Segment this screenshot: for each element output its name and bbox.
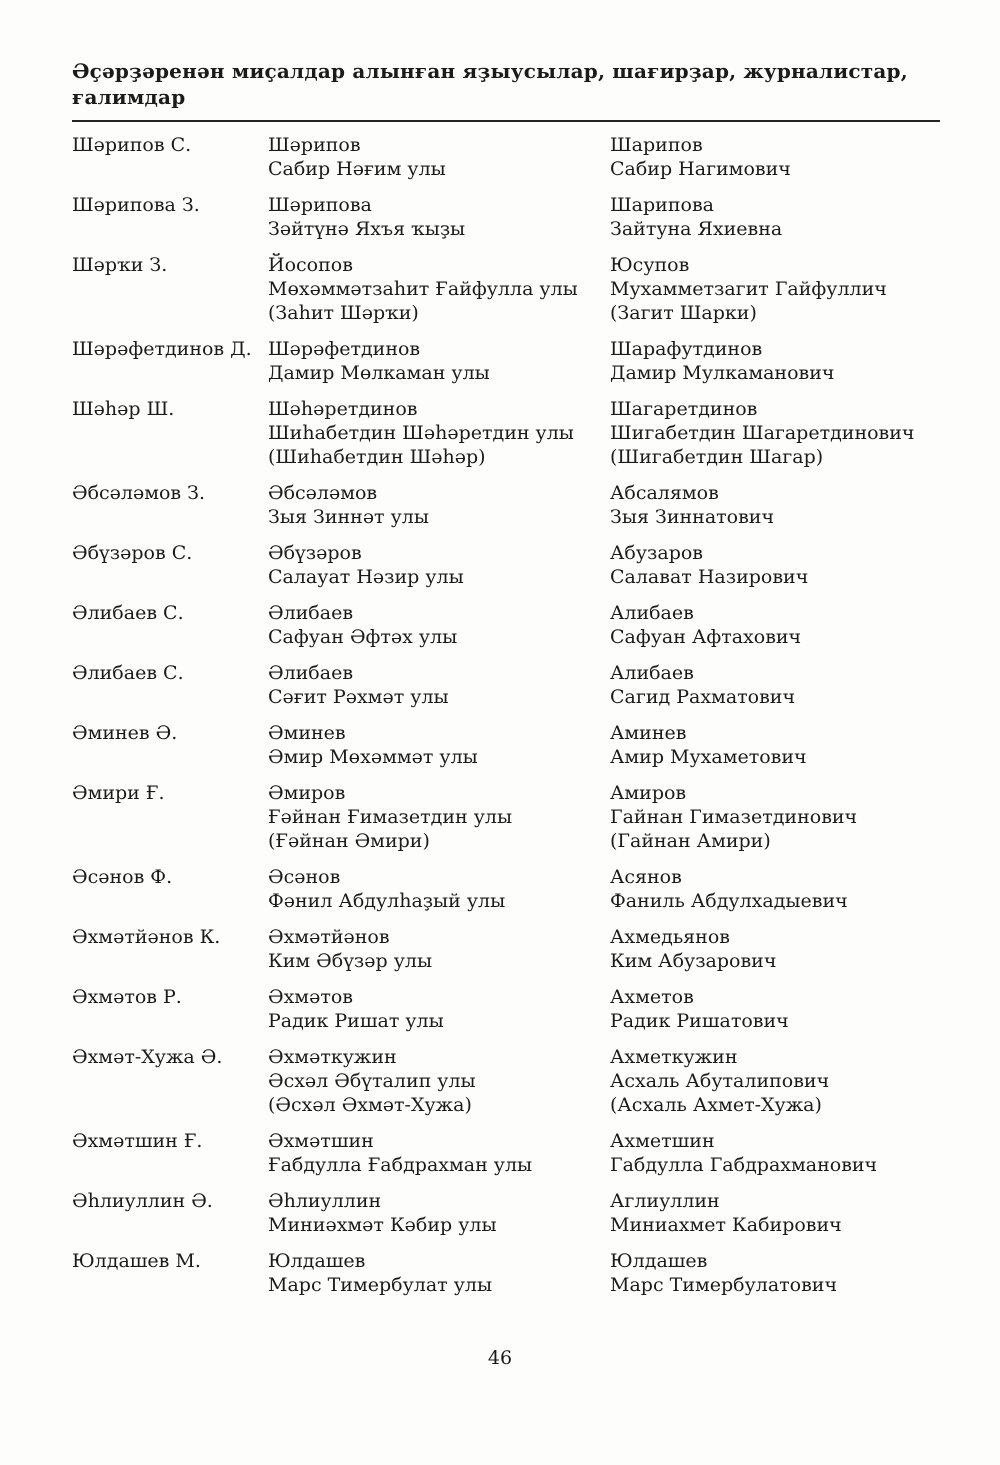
bashkir-name-line: Әмиров	[268, 782, 346, 804]
russian-name-line: Алибаев	[610, 602, 694, 624]
author-bashkir-full-name	[268, 1249, 610, 1297]
bashkir-name-line: (Ғәйнан Әмири)	[268, 830, 430, 852]
russian-name-line: (Загит Шарки)	[610, 302, 757, 324]
bashkir-name-line: Әбүзәров	[268, 542, 362, 564]
bashkir-name-line: Шәрипова	[268, 194, 372, 216]
page-header	[72, 58, 940, 122]
author-bashkir-full-name	[268, 1189, 610, 1237]
author-bashkir-full-name	[268, 397, 610, 469]
table-row	[72, 397, 940, 469]
bashkir-name-line: Сәғит Рәхмәт улы	[268, 686, 449, 708]
bashkir-name-line: Ғәйнан Ғимазетдин улы	[268, 806, 513, 828]
table-row	[72, 481, 940, 529]
table-row	[72, 661, 940, 709]
bashkir-name-line: (Шиһабетдин Шәһәр)	[268, 446, 486, 468]
russian-name-line: (Гайнан Амири)	[610, 830, 771, 852]
table-row	[72, 1129, 940, 1177]
russian-name-line: Марс Тимербулатович	[610, 1274, 838, 1296]
russian-name-line: Алибаев	[610, 662, 694, 684]
russian-name-line: Дамир Мулкаманович	[610, 362, 835, 384]
bashkir-name-line: Зәйтүнә Яхъя ҡыҙы	[268, 218, 466, 240]
author-short-name: Әбсәләмов З.	[72, 482, 206, 504]
author-short-name: Әбүзәров С.	[72, 542, 193, 564]
author-short-name: Шәрипова З.	[72, 194, 200, 216]
author-bashkir-full-name	[268, 253, 610, 325]
russian-name-line: Абсалямов	[610, 482, 719, 504]
author-russian-full-name	[610, 1189, 940, 1237]
russian-name-line: Сагид Рахматович	[610, 686, 796, 708]
russian-name-line: Асхаль Абуталипович	[610, 1070, 830, 1092]
bashkir-name-line: Шәрипов	[268, 134, 361, 156]
author-russian-full-name	[610, 865, 940, 913]
bashkir-name-line: Миниәхмәт Кәбир улы	[268, 1214, 497, 1236]
russian-name-line: Аглиуллин	[610, 1190, 720, 1212]
bashkir-name-line: Әхмәтов	[268, 986, 353, 1008]
bashkir-name-line: Әлибаев	[268, 662, 354, 684]
author-bashkir-full-name	[268, 193, 610, 241]
russian-name-line: (Шигабетдин Шагар)	[610, 446, 824, 468]
russian-name-line: (Асхаль Ахмет-Хужа)	[610, 1094, 822, 1116]
russian-name-line: Асянов	[610, 866, 682, 888]
russian-name-line: Шигабетдин Шагаретдинович	[610, 422, 915, 444]
russian-name-line: Аминев	[610, 722, 687, 744]
bashkir-name-line: Салауат Нәзир улы	[268, 566, 464, 588]
author-short-name: Әлибаев С.	[72, 602, 184, 624]
bashkir-name-line: Әсхәл Әбүталип улы	[268, 1070, 476, 1092]
author-bashkir-full-name	[268, 661, 610, 709]
author-bashkir-full-name	[268, 781, 610, 853]
bashkir-name-line: Әлибаев	[268, 602, 354, 624]
bashkir-name-line: (Әсхәл Әхмәт-Хужа)	[268, 1094, 472, 1116]
author-short-name: Әһлиуллин Ә.	[72, 1190, 213, 1212]
author-russian-full-name	[610, 661, 940, 709]
russian-name-line: Мухамметзагит Гайфуллич	[610, 278, 887, 300]
author-short-name: Әсәнов Ф.	[72, 866, 173, 888]
bashkir-name-line: Ким Әбүзәр улы	[268, 950, 433, 972]
author-short-name: Шәрәфетдинов Д.	[72, 338, 252, 360]
table-row	[72, 865, 940, 913]
table-row	[72, 253, 940, 325]
author-russian-full-name	[610, 721, 940, 769]
russian-name-line: Амиров	[610, 782, 687, 804]
bashkir-name-line: Шәһәретдинов	[268, 398, 418, 420]
bashkir-name-line: Әмир Мөхәммәт улы	[268, 746, 478, 768]
author-bashkir-full-name	[268, 865, 610, 913]
russian-name-line: Миниахмет Кабирович	[610, 1214, 842, 1236]
table-row	[72, 1189, 940, 1237]
bashkir-name-line: Әһлиуллин	[268, 1190, 382, 1212]
table-row	[72, 721, 940, 769]
russian-name-line: Ким Абузарович	[610, 950, 777, 972]
page-number: 46	[487, 1347, 513, 1369]
russian-name-line: Гайнан Гимазетдинович	[610, 806, 858, 828]
bashkir-name-line: Фәнил Абдулһаҙый улы	[268, 890, 506, 912]
names-table	[72, 133, 940, 1309]
bashkir-name-line: Зыя Зиннәт улы	[268, 506, 429, 528]
russian-name-line: Радик Ришатович	[610, 1010, 789, 1032]
table-row	[72, 1045, 940, 1117]
bashkir-name-line: Мөхәммәтзаһит Ғайфулла улы	[268, 278, 578, 300]
russian-name-line: Шарафутдинов	[610, 338, 763, 360]
author-russian-full-name	[610, 193, 940, 241]
author-bashkir-full-name	[268, 721, 610, 769]
bashkir-name-line: Радик Ришат улы	[268, 1010, 444, 1032]
author-short-name: Шәрипов С.	[72, 134, 192, 156]
bashkir-name-line: Шәрәфетдинов	[268, 338, 421, 360]
bashkir-name-line: Ғабдулла Ғабдрахман улы	[268, 1154, 533, 1176]
table-row	[72, 133, 940, 181]
author-short-name: Шәрҡи З.	[72, 254, 168, 276]
bashkir-name-line: Әминев	[268, 722, 346, 744]
russian-name-line: Юсупов	[610, 254, 690, 276]
table-row	[72, 781, 940, 853]
russian-name-line: Шарипова	[610, 194, 714, 216]
russian-name-line: Фаниль Абдулхадыевич	[610, 890, 848, 912]
author-russian-full-name	[610, 481, 940, 529]
author-short-name: Әминев Ә.	[72, 722, 178, 744]
bashkir-name-line: Дамир Мөлкаман улы	[268, 362, 490, 384]
author-bashkir-full-name	[268, 541, 610, 589]
russian-name-line: Сафуан Афтахович	[610, 626, 802, 648]
author-short-name: Әхмәтйәнов К.	[72, 926, 221, 948]
bashkir-name-line: Юлдашев	[268, 1250, 366, 1272]
russian-name-line: Ахметов	[610, 986, 694, 1008]
author-russian-full-name	[610, 541, 940, 589]
author-bashkir-full-name	[268, 925, 610, 973]
author-russian-full-name	[610, 337, 940, 385]
bashkir-name-line: Әхмәтшин	[268, 1130, 374, 1152]
author-short-name: Әхмәтов Р.	[72, 986, 182, 1008]
author-short-name: Әхмәтшин Ғ.	[72, 1130, 203, 1152]
russian-name-line: Шарипов	[610, 134, 703, 156]
author-russian-full-name	[610, 133, 940, 181]
author-russian-full-name	[610, 601, 940, 649]
author-bashkir-full-name	[268, 1129, 610, 1177]
page-title: Әҫәрҙәренән миҫалдар алынған яҙыусылар, шағирҙар, журналистар, ғалимдар	[72, 59, 908, 109]
author-short-name: Шәһәр Ш.	[72, 398, 175, 420]
author-russian-full-name	[610, 253, 940, 325]
russian-name-line: Ахмедьянов	[610, 926, 730, 948]
bashkir-name-line: Әхмәтйәнов	[268, 926, 390, 948]
author-short-name: Әлибаев С.	[72, 662, 184, 684]
table-row	[72, 1249, 940, 1297]
russian-name-line: Зайтуна Яхиевна	[610, 218, 783, 240]
russian-name-line: Салават Назирович	[610, 566, 809, 588]
table-row	[72, 541, 940, 589]
russian-name-line: Шагаретдинов	[610, 398, 758, 420]
author-russian-full-name	[610, 1045, 940, 1117]
bashkir-name-line: Йосопов	[268, 254, 353, 276]
author-short-name: Юлдашев М.	[72, 1250, 201, 1272]
russian-name-line: Юлдашев	[610, 1250, 708, 1272]
bashkir-name-line: Марс Тимербулат улы	[268, 1274, 493, 1296]
author-russian-full-name	[610, 1129, 940, 1177]
table-row	[72, 985, 940, 1033]
author-russian-full-name	[610, 397, 940, 469]
author-bashkir-full-name	[268, 1045, 610, 1117]
bashkir-name-line: Сафуан Әфтәх улы	[268, 626, 458, 648]
author-bashkir-full-name	[268, 337, 610, 385]
author-short-name: Әхмәт-Хужа Ә.	[72, 1046, 223, 1068]
author-russian-full-name	[610, 781, 940, 853]
author-bashkir-full-name	[268, 133, 610, 181]
table-row	[72, 337, 940, 385]
author-short-name: Әмири Ғ.	[72, 782, 165, 804]
russian-name-line: Амир Мухаметович	[610, 746, 807, 768]
page-footer	[0, 1346, 1000, 1370]
russian-name-line: Зыя Зиннатович	[610, 506, 775, 528]
table-row	[72, 601, 940, 649]
author-russian-full-name	[610, 1249, 940, 1297]
table-row	[72, 193, 940, 241]
author-bashkir-full-name	[268, 985, 610, 1033]
bashkir-name-line: Әбсәләмов	[268, 482, 378, 504]
bashkir-name-line: Әхмәткужин	[268, 1046, 397, 1068]
bashkir-name-line: (Заһит Шәрҡи)	[268, 302, 419, 324]
russian-name-line: Сабир Нагимович	[610, 158, 791, 180]
russian-name-line: Габдулла Габдрахманович	[610, 1154, 878, 1176]
bashkir-name-line: Әсәнов	[268, 866, 341, 888]
author-russian-full-name	[610, 985, 940, 1033]
russian-name-line: Ахметшин	[610, 1130, 715, 1152]
bashkir-name-line: Сабир Нәғим улы	[268, 158, 446, 180]
bashkir-name-line: Шиһабетдин Шәһәретдин улы	[268, 422, 574, 444]
russian-name-line: Абузаров	[610, 542, 703, 564]
russian-name-line: Ахметкужин	[610, 1046, 738, 1068]
author-bashkir-full-name	[268, 481, 610, 529]
author-russian-full-name	[610, 925, 940, 973]
table-row	[72, 925, 940, 973]
author-bashkir-full-name	[268, 601, 610, 649]
